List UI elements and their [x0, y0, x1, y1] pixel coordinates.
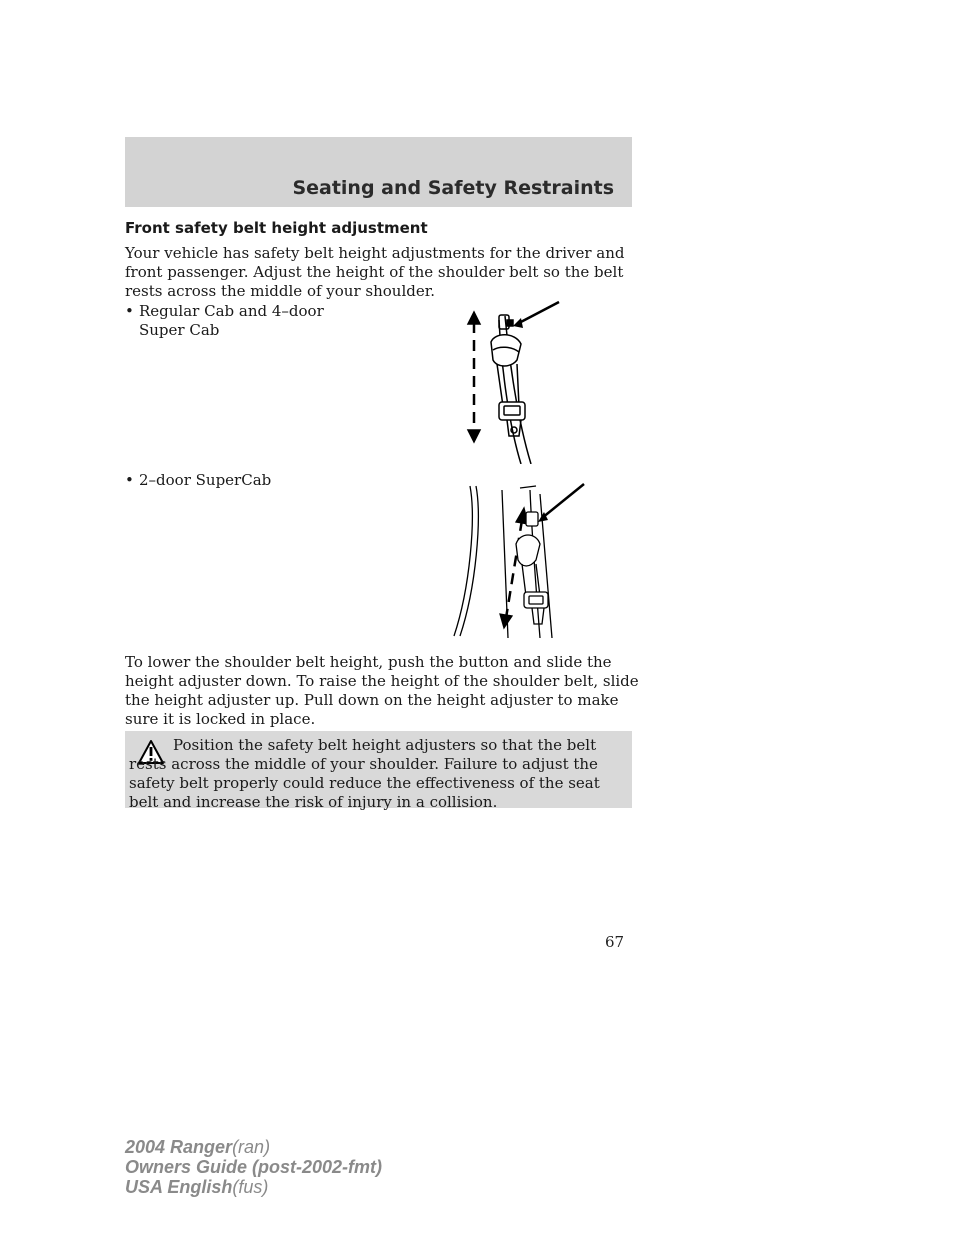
- belt-adjuster-illustration-regular-cab: [455, 298, 565, 464]
- bullet-marker: •: [125, 302, 134, 320]
- intro-paragraph: Your vehicle has safety belt height adjustments for the driver and front passenger. Adjust the height of the shoulder belt so the belt rests across the middle of your shoulder.: [125, 244, 625, 300]
- footer-model: 2004 Ranger: [125, 1137, 233, 1157]
- footer-language: USA English: [125, 1177, 233, 1197]
- section-heading: Front safety belt height adjustment: [125, 219, 428, 237]
- page-number: 67: [605, 933, 625, 951]
- warning-text: Position the safety belt height adjusters so that the belt rests across the middle of your shoulder. Failure to adjust the safety belt properly could reduce the effectiveness of the seat belt and increase the risk of injury in a collision.: [129, 736, 600, 811]
- warning-box: [125, 731, 632, 811]
- footer-language-code: (fus): [232, 1177, 269, 1197]
- belt-adjuster-illustration-supercab: [440, 478, 590, 640]
- footer-guide-title: Owners Guide (post-2002-fmt): [125, 1157, 383, 1177]
- footer-line-3: [125, 1177, 382, 1197]
- bullet-marker: •: [125, 471, 134, 489]
- adjust-instructions-paragraph: To lower the shoulder belt height, push the button and slide the height adjuster down. To raise the height of the shoulder belt, slide the height adjuster up. Pull down on the height adjuster to make sure it is locked in place.: [125, 653, 639, 728]
- document-footer: [125, 1137, 382, 1197]
- footer-model-code: (ran): [232, 1137, 271, 1157]
- page-header-band: [125, 137, 632, 207]
- bullet-text: 2–door SuperCab: [139, 471, 272, 489]
- bullet-text: Regular Cab and 4–door Super Cab: [139, 302, 324, 339]
- footer-line-1: [125, 1137, 382, 1157]
- chapter-title: Seating and Safety Restraints: [292, 177, 614, 199]
- footer-line-2: [125, 1157, 382, 1177]
